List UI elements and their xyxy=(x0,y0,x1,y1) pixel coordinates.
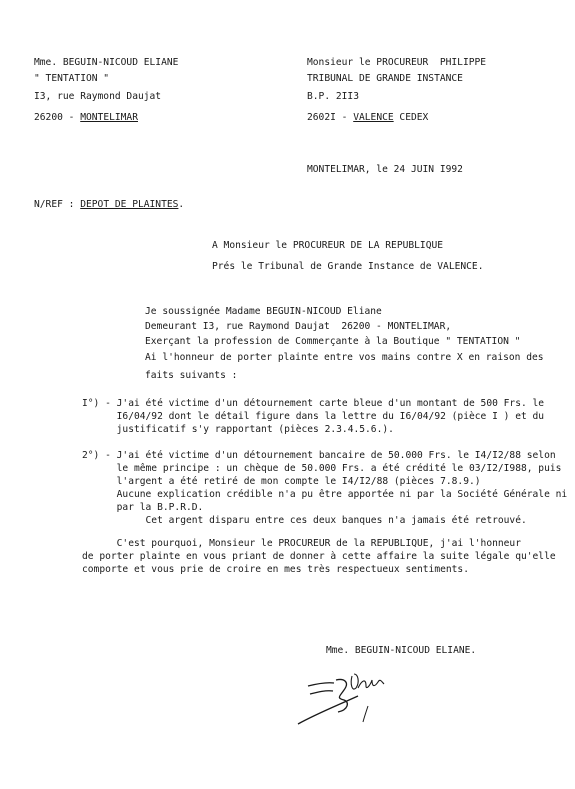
recipient-box: B.P. 2II3 xyxy=(307,91,359,102)
item2-line: le même principe : un chèque de 50.000 Frs. a été crédité le 03/I2/I988, puis xyxy=(82,463,562,474)
recipient-city-line xyxy=(307,112,428,124)
reference-end: . xyxy=(178,199,185,210)
closing-line: de porter plainte en vous priant de donner à cette affaire la suite légale qu'elle xyxy=(82,551,556,562)
intro-line: Ai l'honneur de porter plainte entre vos mains contre X en raison des xyxy=(145,352,544,363)
item2-line: 2°) - J'ai été victime d'un détournement bancaire de 50.000 Frs. le I4/I2/88 selon xyxy=(82,450,556,461)
item2-line: Aucune explication crédible n'a pu être apportée ni par la Société Générale ni xyxy=(82,489,568,500)
item1-line: I6/04/92 dont le détail figure dans la lettre du I6/04/92 (pièce I ) et du xyxy=(82,411,545,422)
item1-line: justificatif s'y rapportant (pièces 2.3.4.5.6.). xyxy=(82,424,394,435)
sender-street: I3, rue Raymond Daujat xyxy=(34,91,162,102)
intro-line: Je soussignée Madame BEGUIN-NICOUD Eliane xyxy=(145,306,382,317)
intro-line: Demeurant I3, rue Raymond Daujat 26200 - MONTELIMAR, xyxy=(145,321,452,332)
addressee-line-1: A Monsieur le PROCUREUR DE LA REPUBLIQUE xyxy=(212,240,444,251)
item1-line: I°) - J'ai été victime d'un détournement carte bleue d'un montant de 500 Frs. le xyxy=(82,398,545,409)
handwritten-signature xyxy=(296,668,396,728)
reference-line xyxy=(34,199,184,211)
closing-line: comporte et vous prie de croire en mes très respectueux sentiments. xyxy=(82,564,469,575)
signature-name: Mme. BEGUIN-NICOUD ELIANE. xyxy=(326,645,477,656)
sender-city: MONTELIMAR xyxy=(80,112,138,123)
item2-line: Cet argent disparu entre ces deux banques n'a jamais été retrouvé. xyxy=(82,515,527,526)
item2-line: l'argent a été retiré de mon compte le I4/I2/88 (pièces 7.8.9.) xyxy=(82,476,481,487)
sender-name: Mme. BEGUIN-NICOUD ELIANE xyxy=(34,57,179,68)
recipient-postcode: 2602I - xyxy=(307,112,354,123)
recipient-name: Monsieur le PROCUREUR PHILIPPE xyxy=(307,57,487,68)
sender-city-line xyxy=(34,112,138,124)
sender-postcode: 26200 - xyxy=(34,112,81,123)
intro-line: faits suivants : xyxy=(145,370,238,381)
intro-line: Exerçant la profession de Commerçante à la Boutique " TENTATION " xyxy=(145,336,521,347)
recipient-city: VALENCE xyxy=(353,112,394,123)
sender-business: " TENTATION " xyxy=(34,73,110,84)
recipient-court: TRIBUNAL DE GRANDE INSTANCE xyxy=(307,73,463,84)
reference-value: DEPOT DE PLAINTES xyxy=(80,199,179,210)
closing-line: C'est pourquoi, Monsieur le PROCUREUR de la REPUBLIQUE, j'ai l'honneur xyxy=(82,538,521,549)
recipient-cedex: CEDEX xyxy=(393,112,429,123)
reference-label: N/REF : xyxy=(34,199,81,210)
addressee-line-2: Prés le Tribunal de Grande Instance de VALENCE. xyxy=(212,261,484,272)
date-line: MONTELIMAR, le 24 JUIN I992 xyxy=(307,164,463,175)
item2-line: par la B.P.R.D. xyxy=(82,502,204,513)
